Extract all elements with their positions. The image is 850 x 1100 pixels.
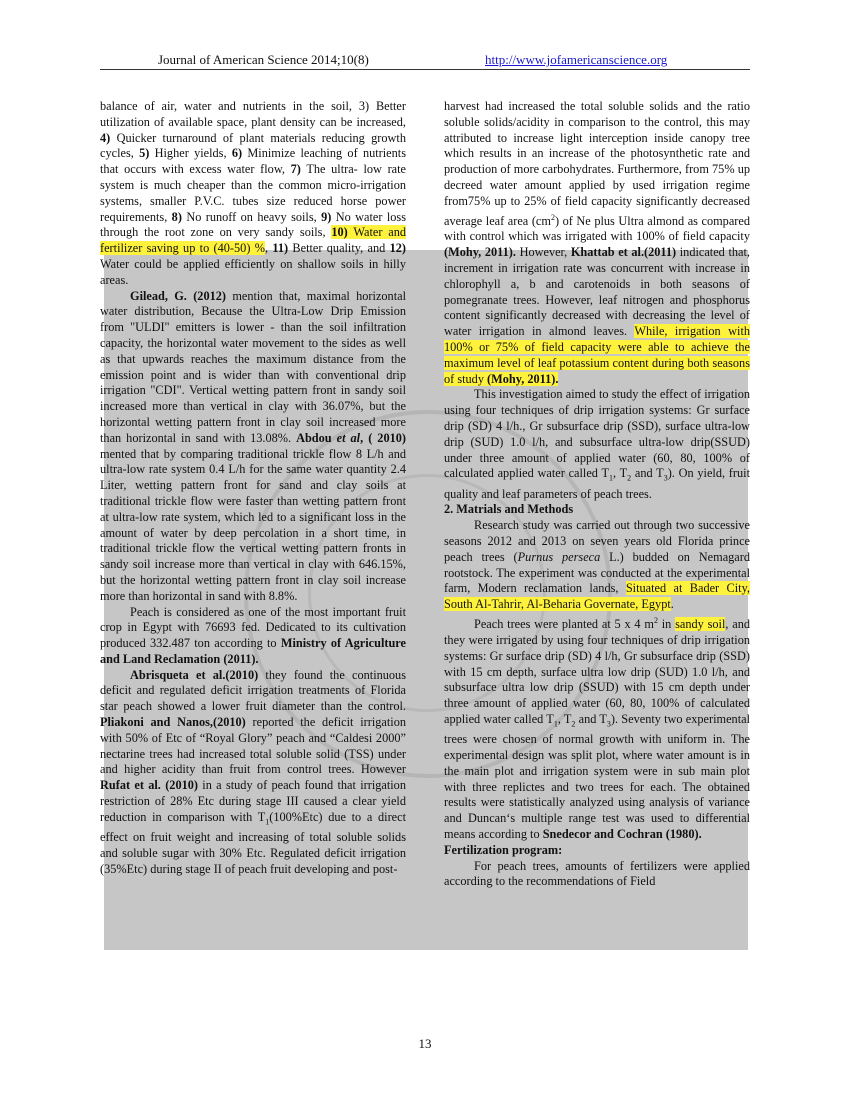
- text-run: 5): [139, 146, 150, 161]
- text-run: 1: [553, 719, 558, 729]
- text-run: in: [657, 617, 676, 632]
- text-run: However,: [515, 245, 571, 260]
- text-run: Quicker turnaround of plant materials reducing growth cycles,: [100, 130, 406, 161]
- highlighted-text: 10): [331, 225, 348, 240]
- text-run: and T: [631, 466, 664, 481]
- paragraph: [100, 668, 406, 878]
- text-run: This investigation aimed to study the effect of irrigation using four techniques of drip irrigation systems: Gr surface drip (SD) 4 l/h., Gr subsurface drip (SSD), surface ultra-low drip (SUD) 1.0 l/h, and subsurface ultra-low drip(SSUD) under three amount of applied water (60, 80, 100% of calculated applied water called T: [444, 387, 750, 481]
- right-column: [444, 99, 750, 890]
- text-run: Water could be applied efficiently on shallow soils in hilly areas.: [100, 256, 406, 287]
- text-run: in a study of peach found that irrigation restriction of 28% Etc during stage III caused a clear yield reduction in comparison with T: [100, 778, 406, 824]
- text-run: reported the deficit irrigation with 50% of Etc of “Royal Glory” peach and “Caldesi 2000” nectarine trees had increased total soluble solid (TSS) under and higher acidity than fruit from control trees. However: [100, 715, 406, 777]
- text-run: , ( 2010): [360, 430, 406, 445]
- text-run: Better quality, and: [288, 241, 390, 256]
- text-run: balance of air, water and nutrients in the soil, 3) Better utilization of available space, plant density can be increased,: [100, 99, 406, 129]
- subsection-heading: Fertilization program:: [444, 842, 563, 857]
- highlighted-text: (Mohy, 2011).: [487, 371, 559, 386]
- paragraph: [444, 613, 750, 843]
- text-run: Ministry of Agriculture and Land Reclamation (2011).: [100, 636, 406, 666]
- section-heading: 2. Matrials and Methods: [444, 502, 574, 517]
- text-run: 2: [627, 473, 632, 483]
- text-run: Khattab et al.(2011): [570, 245, 677, 260]
- text-run: No runoff on heavy soils,: [181, 209, 322, 224]
- text-run: 2: [550, 212, 555, 222]
- paragraph: [100, 605, 406, 668]
- paragraph: [100, 99, 406, 289]
- text-run: ). Seventy two experimental trees were chosen of normal growth with uniform in. The experimental design was split plot, where water amount is in the main plot and irrigation system were in sub main plot with three replictes and two trees for each. The obtained results were statistically analyzed using analysis of variance and Duncan‘s multiple range test was used to differential means according to: [444, 711, 750, 841]
- text-run: 1: [609, 473, 613, 483]
- text-run: ). On yield, fruit quality and leaf parameters of peach trees.: [444, 466, 750, 501]
- text-run: 8): [171, 209, 182, 224]
- text-run: 6): [231, 146, 243, 161]
- text-run: and T: [575, 711, 607, 726]
- text-run: 4): [100, 130, 111, 145]
- text-run: , T: [613, 466, 628, 481]
- paragraph: [444, 99, 750, 387]
- running-header: [100, 50, 750, 70]
- highlighted-text: Situated at Bader City, South Al-Tahrir, Al-Beharia Governate, Egypt: [444, 581, 750, 612]
- page-number: 13: [418, 1036, 432, 1051]
- text-run: Snedecor and Cochran (1980).: [542, 826, 702, 841]
- text-run: (Mohy, 2011).: [444, 245, 516, 260]
- text-run: , and they were irrigated by using four techniques of drip irrigation systems: Gr surface drip (SD) 4 l/h, Gr subsurface drip (SSD) with 15 cm depth, surface ultra low drip (SUD) 1.0 l/h, and subsurface ultra low drip (SSUD) with 15 cm depth under three amount of applied water (60, 80, 100% of calculated applied water called T: [444, 617, 751, 726]
- text-run: et al: [336, 430, 361, 445]
- text-run: 7): [290, 162, 301, 177]
- text-run: (100%Etc) due to a direct effect on fruit weight and increasing of total soluble solids and soluble sugar with 30% Etc. Regulated deficit irrigation (35%Etc) during stage II of peach fruit developing and post-: [100, 809, 406, 876]
- left-column: [100, 99, 406, 878]
- text-run: ) of Ne plus Ultra almond as compared with control which was irrigated with 100% of field capacity: [444, 213, 750, 244]
- highlighted-text: While, irrigation with 100% or 75% of field capacity were able to achieve the maximum level of leaf potassium content during both seasons of study: [444, 324, 751, 386]
- text-run: 3: [663, 473, 668, 483]
- text-run: L.) budded on Nemagard rootstock. The experiment was conducted at the experimental farm, Modern reclamation lands,: [444, 549, 750, 596]
- journal-title: Journal of American Science 2014;10(8): [158, 52, 369, 67]
- text-run: Abdou: [296, 430, 337, 445]
- text-run: The ultra- low rate system is much cheaper than the common micro-irrigation systems, smaller P.V.C. tubes size reduced horse power requirements,: [100, 162, 406, 224]
- text-run: No water loss through the root zone on very sandy soils,: [100, 209, 406, 240]
- text-run: Minimize leaching of nutrients that occurs with excess water flow,: [100, 146, 406, 177]
- text-run: mention that, maximal horizontal water distribution, Because the Ultra-Low Drip Emission from "ULDI" emitters is lower - than the soil infiltration capacity, the horizontal water movement to the sides as well as that upwards reaches the maximum distance from the emission point and is wider than with conventional drip irrigation "CDI". Vertical wetting pattern front in sandy soil increased more than vertical in clay with 36.07%, but the horizontal wetting pattern front in clay soil increased more than horizontal in sand with 13.08%.: [100, 288, 406, 445]
- text-run: Research study was carried out through two successive seasons 2012 and 2013 on seven years old Florida prince peach trees (: [444, 518, 750, 564]
- text-run: Peach trees were planted at 5 x 4 m: [474, 617, 654, 632]
- text-run: 11): [272, 241, 289, 256]
- paragraph: [444, 859, 750, 891]
- text-run: indicated that, increment in irrigation rate was concurrent with increase in chlorophyll a, b and carotenoids in both seasons of pomegranate trees. However, leaf nitrogen and phosphorus content significantly decreased with decreasing the level of water irrigation in almond leaves.: [444, 245, 750, 339]
- text-run: Abrisqueta et al.(2010): [130, 667, 259, 682]
- text-run: 2: [653, 616, 658, 626]
- text-run: 3: [606, 719, 611, 729]
- text-run: they found the continuous deficit and regulated deficit irrigation treatments of Florida star peach showed a lower fruit diameter than the control.: [100, 667, 406, 714]
- text-run: Purnus perseca: [517, 549, 601, 564]
- text-run: Higher yields,: [149, 146, 232, 161]
- journal-url-link[interactable]: http://www.jofamericanscience.org: [485, 52, 668, 67]
- text-run: .: [670, 597, 674, 612]
- paragraph: [444, 518, 750, 613]
- text-run: Pliakoni and Nanos,(2010): [100, 715, 246, 730]
- text-run: mented that by comparing traditional trickle flow 8 L/h and ultra-low rate system 0.4 L/h for the same water quantity 2.4 Liter, wetting pattern front for sand and clay soils at traditional trickle flow were faster than wetting pattern front at ultra-low rate system, which led to a significant loss in the amount of water by deep percolation in a short time, in traditional trickle flow the vertical wetting pattern fronts in sandy soil increase more than vertical in clay with 646.15%, but the horizontal wetting pattern front in clay soil increase more than horizontal in sand with 8.8%.: [100, 446, 406, 603]
- text-run: 9): [321, 209, 332, 224]
- text-run: , T: [557, 711, 572, 726]
- text-run: 12): [389, 241, 406, 256]
- text-run: Peach is considered as one of the most important fruit crop in Egypt with 76693 fed. Dedicated to its cultivation produced 332.487 ton according to: [100, 604, 406, 651]
- text-run: harvest had increased the total soluble solids and the ratio soluble solids/acidity in comparison to the control, this may attributed to increase light interception inside canopy tree which results in an increase of the photosynthetic rate and production of more carbohydrates. Furthermore, from 75% up decreed water amount applied by used irrigation regime from75% up to 25% of field capacity significantly decreased average leaf area (cm: [444, 99, 750, 228]
- paragraph: [444, 387, 750, 502]
- text-run: ,: [264, 241, 273, 256]
- highlighted-text: Water and fertilizer saving up to (40-50) %: [100, 225, 406, 256]
- text-run: 1: [265, 817, 270, 827]
- text-run: For peach trees, amounts of fertilizers were applied according to the recommendations of Field: [444, 858, 750, 889]
- paragraph: [100, 289, 406, 605]
- highlighted-text: sandy soil: [675, 617, 726, 632]
- text-run: Rufat et al. (2010): [100, 778, 198, 793]
- text-run: 2: [571, 719, 576, 729]
- text-run: Gilead, G. (2012): [130, 288, 226, 303]
- header-rule: [100, 69, 750, 70]
